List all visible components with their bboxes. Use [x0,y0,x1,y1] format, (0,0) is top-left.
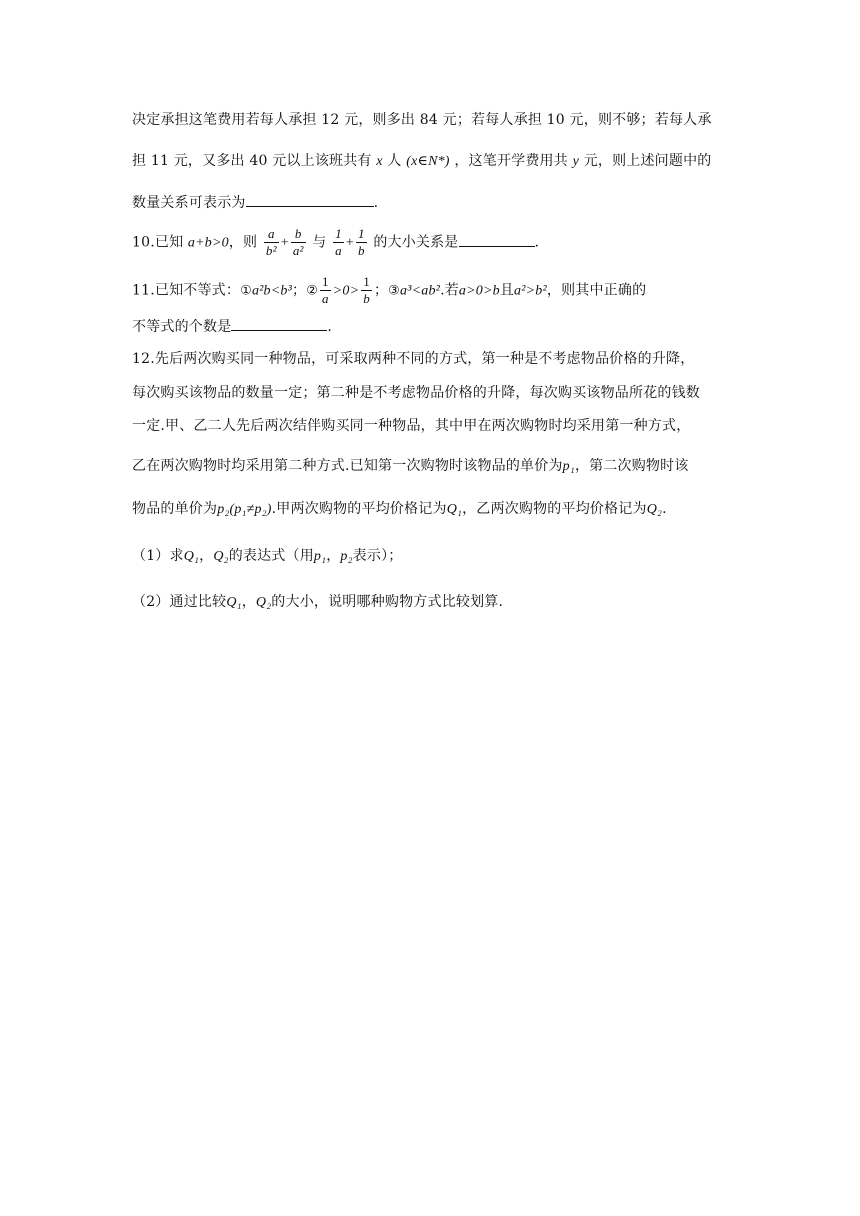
problem-12-line-4 [132,456,689,477]
problem-10-text: 与 [312,234,327,251]
problem-12-text: 物品的单价为 [132,501,218,517]
punctuation: . [534,234,540,251]
inequality-2: >0> [332,283,360,299]
punctuation: ， [199,548,214,564]
fraction: $\frac{1}{b}$ [357,226,365,258]
variable-p1: p₁ [313,549,327,564]
problem-9-line-1 [132,110,712,130]
fraction: $\frac{1}{a}$ [322,274,329,306]
circled-number: ① [240,283,252,299]
circled-number: ③ [388,283,401,299]
variable-q1: Q₁ [446,502,463,517]
problem-10-text: 的大小关系是 [373,234,459,251]
problem-12-text: 12.先后两次购买同一种物品，可采取两种不同的方式，第一种是不考虑物品价格的升降， [132,351,695,367]
problem-12-sub-1 [132,546,402,567]
plus-sign: + [280,235,289,251]
variable-q1: Q₁ [183,549,200,564]
variable-q2: Q₂ [646,502,663,517]
problem-12-text: 乙在两次购物时均采用第二种方式.已知第一次购物时该物品的单价为 [132,458,563,474]
problem-12-text: ，乙两次购物的平均价格记为 [462,501,647,517]
math-condition: a>0>b [458,283,500,299]
problem-11-line-1 [132,274,646,307]
problem-12-text: ，第二次购物时该 [574,458,689,474]
problem-9-line-2 [132,151,712,172]
variable-x: x [376,154,383,169]
problem-12-text: .甲两次购物的平均价格记为 [271,501,447,517]
inequality-1: a²b<b³ [251,283,292,299]
math-condition: a²>b² [514,283,547,299]
problem-12-line-5 [132,499,667,520]
problem-11-text: 不等式的个数是 [132,319,232,335]
variable-q2: Q₂ [213,549,229,564]
problem-9-text: 人 [387,153,402,169]
problem-10 [132,226,539,259]
variable-p2: p₂ [217,502,230,517]
problem-11-text: .若 [440,282,459,299]
problem-9-text: 担 11 元，又多出 40 元以上该班共有 [132,153,372,169]
math-condition: (x∈N*) [406,154,450,169]
punctuation: ， [326,548,341,564]
problem-12-text: 的表达式（用 [228,548,314,564]
variable-q2: Q₂ [255,595,272,610]
problem-9-text: 决定承担这笔费用若每人承担 12 元，则多出 84 元；若每人承担 10 元，则不够；若每人承 [132,112,712,128]
problem-10-label: 10.已知 [132,234,184,251]
problem-12-line-1 [132,349,694,369]
variable-p1: p₁ [562,459,575,474]
sub-question-2-label: （2）通过比较 [132,594,227,610]
fraction: $\frac{a}{\text{b²}}$ [265,226,277,258]
problem-11-label: 11.已知不等式： [132,282,241,299]
circled-number: ② [306,283,319,299]
fraction: $\frac{b}{\text{a²}}$ [292,226,304,258]
problem-12-line-2 [132,383,700,403]
punctuation: . [373,195,379,211]
problem-11-text: 且 [499,282,515,299]
math-condition: a+b>0 [187,235,229,251]
variable-y: y [572,154,580,169]
problem-9-text: 元，则上述问题中的 [583,153,712,169]
problem-9-text: 数量关系可表示为 [132,195,246,211]
problem-12-sub-2 [132,592,503,613]
math-condition: (p₁≠p₂) [229,502,272,517]
plus-sign: + [345,235,354,251]
problem-12-line-3 [132,416,690,436]
problem-10-text: ，则 [228,234,258,251]
problem-12-text: 每次购买该物品的数量一定；第二种是不考虑物品价格的升降，每次购买该物品所花的钱数 [132,385,700,401]
variable-p2: p₂ [340,549,353,564]
punctuation: ； [373,282,389,299]
problem-12-text: 表示）； [352,548,403,564]
problem-9-line-3 [132,192,378,213]
answer-blank[interactable] [246,192,374,207]
problem-9-text: ，这笔开学费用共 [454,153,568,169]
fraction: $\frac{1}{b}$ [363,274,370,306]
answer-blank[interactable] [459,232,535,247]
problem-12-text: 的大小，说明哪种购物方式比较划算. [271,594,504,610]
punctuation: ， [241,594,256,610]
fraction: $\frac{1}{a}$ [335,226,342,258]
punctuation: . [662,501,667,517]
problem-11-line-2 [132,316,332,337]
problem-12-text: 一定.甲、乙二人先后两次结伴购买同一种物品，其中甲在两次购物时均采用第一种方式， [132,418,691,434]
problem-11-text: ，则其中正确的 [546,282,647,299]
variable-q1: Q₁ [226,595,242,610]
punctuation: ； [291,282,307,299]
punctuation: . [327,319,333,335]
inequality-3: a³<ab² [400,283,441,299]
answer-blank[interactable] [231,316,327,331]
sub-question-1-label: （1）求 [132,548,184,564]
